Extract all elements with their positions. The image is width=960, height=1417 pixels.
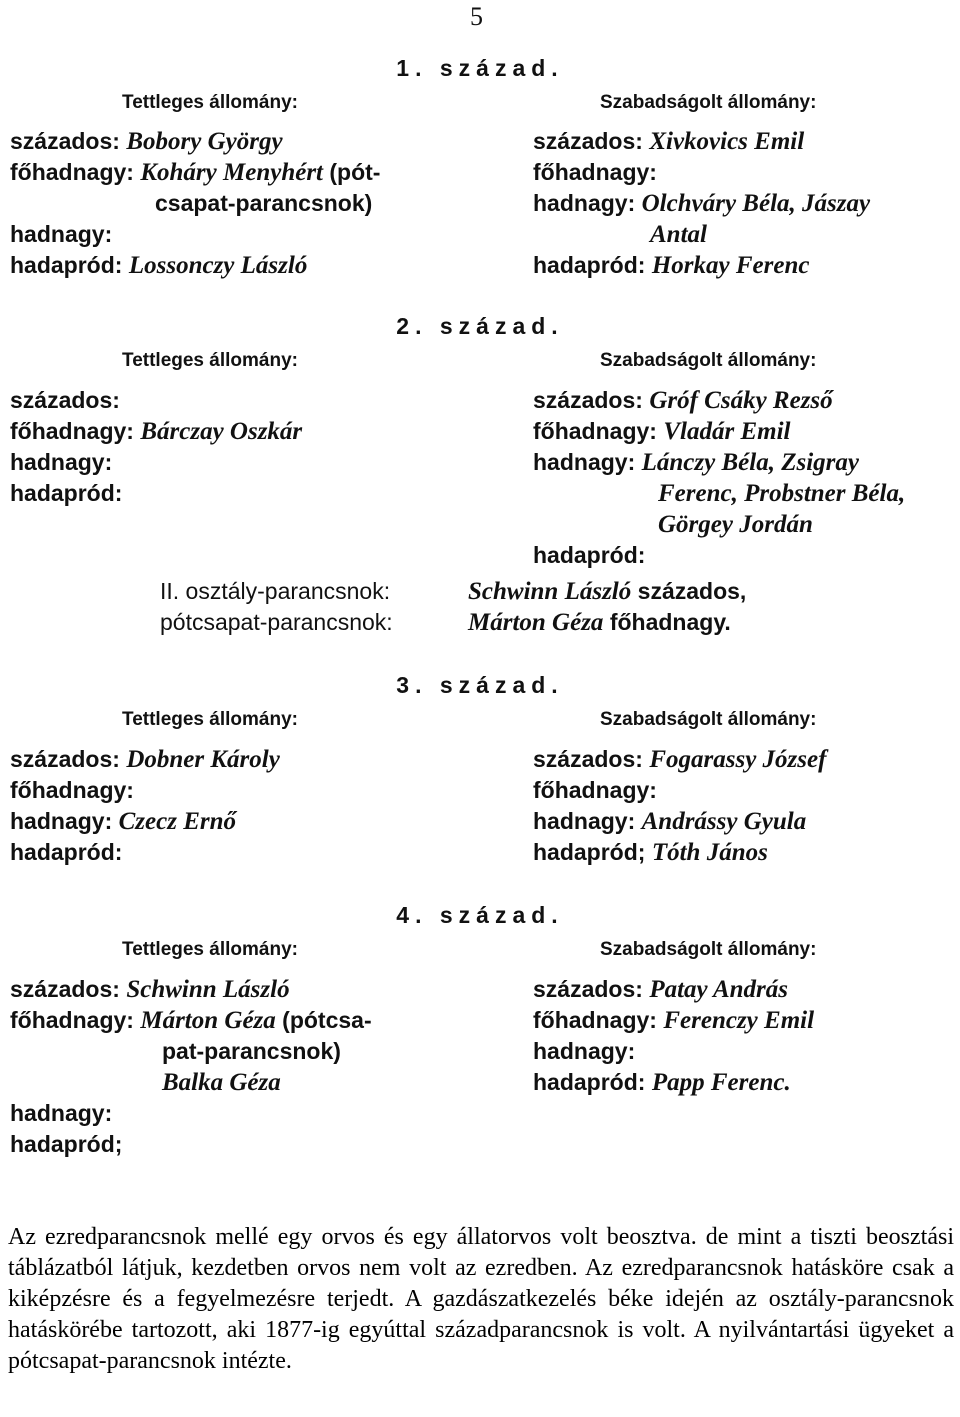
company-3-leave-row: százados: Fogarassy József xyxy=(533,746,827,773)
company-2-leave-header: Szabadságolt állomány: xyxy=(600,350,817,371)
company-3-actual-row: hadapród: xyxy=(10,839,123,865)
company-2-actual-row: hadnagy: xyxy=(10,449,113,475)
company-3-leave-row: hadnagy: Andrássy Gyula xyxy=(533,808,807,835)
company-4-actual-row: százados: Schwinn László xyxy=(10,976,290,1003)
company-2-actual-header: Tettleges állomány: xyxy=(122,350,298,371)
company-1-actual-row: főhadnagy: Koháry Menyhért (pót- xyxy=(10,159,381,186)
company-1-leave-row: főhadnagy: xyxy=(533,159,657,185)
company-1-actual-header: Tettleges állomány: xyxy=(122,92,298,113)
company-2-leave-row: hadnagy: Lánczy Béla, Zsigray xyxy=(533,449,859,476)
page-number: 5 xyxy=(470,2,483,31)
company-3-leave-header: Szabadságolt állomány: xyxy=(600,709,817,730)
company-3-title: 3. század. xyxy=(396,672,564,698)
company-4-actual-row: pat-parancsnok) xyxy=(162,1038,341,1064)
company-2-actual-row: főhadnagy: Bárczay Oszkár xyxy=(10,418,303,445)
company-1-leave-row: hadnagy: Olchváry Béla, Jászay xyxy=(533,190,871,217)
company-2-actual-row: százados: xyxy=(10,387,120,413)
reserve-commander-name: Márton Géza főhadnagy. xyxy=(468,609,731,636)
company-3-actual-row: főhadnagy: xyxy=(10,777,134,803)
battalion-commander-name: Schwinn László százados, xyxy=(468,578,747,605)
company-3-leave-row: főhadnagy: xyxy=(533,777,657,803)
company-3-leave-row: hadapród; Tóth János xyxy=(533,839,768,866)
company-1-leave-row: hadapród: Horkay Ferenc xyxy=(533,252,810,279)
reserve-commander-row: pótcsapat-parancsnok: xyxy=(160,609,393,635)
company-4-leave-row: hadnagy: xyxy=(533,1038,636,1064)
company-3-actual-row: hadnagy: Czecz Ernő xyxy=(10,808,237,835)
company-1-actual-row: százados: Bobory György xyxy=(10,128,283,155)
company-1-actual-row: csapat-parancsnok) xyxy=(155,190,373,216)
company-4-actual-row: hadapród; xyxy=(10,1131,123,1157)
company-2-actual-row: hadapród: xyxy=(10,480,123,506)
company-3-actual-row: százados: Dobner Károly xyxy=(10,746,280,773)
company-2-leave-row: Görgey Jordán xyxy=(658,511,813,538)
body-paragraph xyxy=(8,1222,954,1377)
company-4-title: 4. század. xyxy=(396,902,564,928)
company-1-title: 1. század. xyxy=(396,55,564,81)
company-1-leave-header: Szabadságolt állomány: xyxy=(600,92,817,113)
company-4-leave-header: Szabadságolt állomány: xyxy=(600,939,817,960)
company-4-actual-row: főhadnagy: Márton Géza (pótcsa- xyxy=(10,1007,372,1034)
company-1-actual-row: hadapród: Lossonczy László xyxy=(10,252,308,279)
company-4-actual-header: Tettleges állomány: xyxy=(122,939,298,960)
company-4-leave-row: főhadnagy: Ferenczy Emil xyxy=(533,1007,815,1034)
company-4-actual-row: hadnagy: xyxy=(10,1100,113,1126)
company-4-actual-row: Balka Géza xyxy=(162,1069,281,1096)
company-2-leave-row: hadapród: xyxy=(533,542,646,568)
company-2-leave-row: százados: Gróf Csáky Rezső xyxy=(533,387,833,414)
company-1-leave-row: százados: Xivkovics Emil xyxy=(533,128,805,155)
company-2-title: 2. század. xyxy=(396,313,564,339)
company-1-actual-row: hadnagy: xyxy=(10,221,113,247)
battalion-commander-row: II. osztály-parancsnok: xyxy=(160,578,391,604)
company-4-leave-row: százados: Patay András xyxy=(533,976,788,1003)
company-2-leave-row: főhadnagy: Vladár Emil xyxy=(533,418,791,445)
company-3-actual-header: Tettleges állomány: xyxy=(122,709,298,730)
company-1-leave-row: Antal xyxy=(650,221,707,248)
paragraph-text: Az ezredparancsnok mellé egy orvos és egy állatorvos volt beosztva. de mint a tiszti beosztási táblázatból látjuk, kezdetben orvos nem volt az ezredben. Az ezredparancsnok hatásköre csak a kiképzésre és a fegyelmezésre terjedt. A gazdászatkezelés béke idején az osztály-parancsnok hatáskörébe tartozott, aki 1877-ig egyúttal századparancsnok is volt. A nyilvántartási ügyeket a pótcsapat-parancsnok intézte. xyxy=(8,1224,954,1374)
company-4-leave-row: hadapród: Papp Ferenc. xyxy=(533,1069,791,1096)
company-2-leave-row: Ferenc, Probstner Béla, xyxy=(658,480,906,507)
